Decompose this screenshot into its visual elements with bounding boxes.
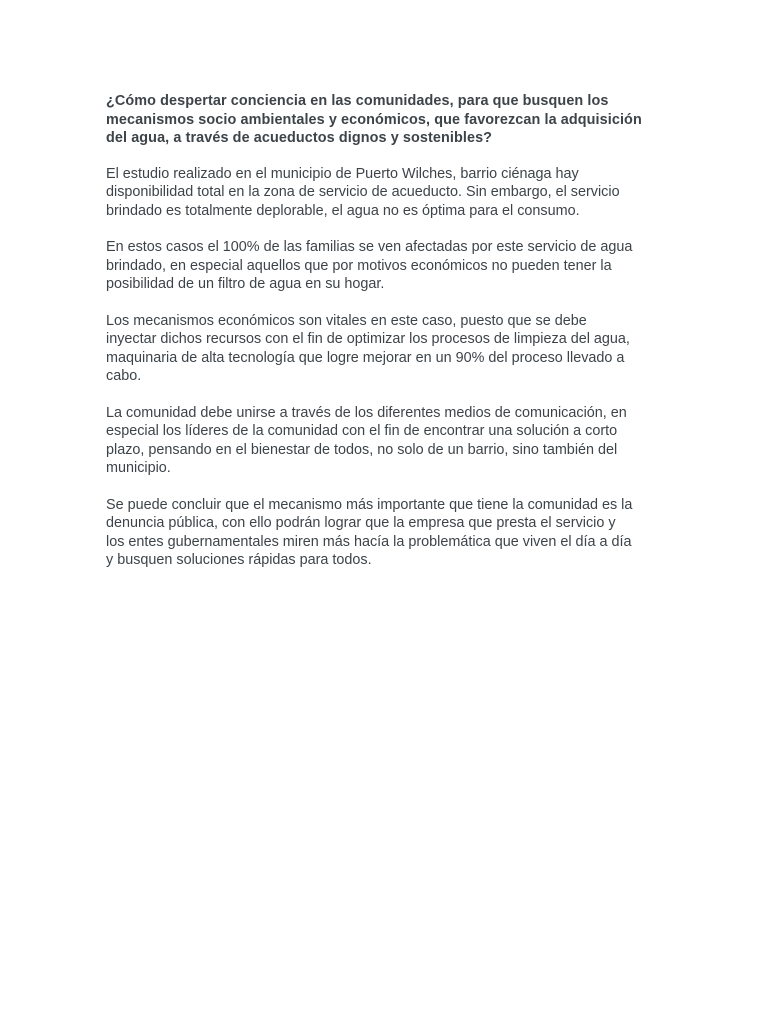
paragraph-line: maquinaria de alta tecnología que logre mejorar en un 90% del proceso llevado a <box>106 349 625 366</box>
paragraph-line: El estudio realizado en el municipio de Puerto Wilches, barrio ciénaga hay <box>106 165 579 182</box>
paragraph-5 <box>106 496 666 570</box>
title-line: ¿Cómo despertar conciencia en las comunidades, para que busquen los <box>106 93 609 109</box>
paragraph-line: En estos casos el 100% de las familias se ven afectadas por este servicio de agua <box>106 239 633 255</box>
document-page <box>106 92 666 588</box>
paragraph-line: brindado es totalmente deplorable, el agua no es óptima para el consumo. <box>106 202 580 219</box>
title-line: mecanismos socio ambientales y económicos, que favorezcan la adquisición <box>106 111 642 128</box>
document-title <box>106 92 666 148</box>
paragraph-line: posibilidad de un filtro de agua en su hogar. <box>106 276 385 292</box>
paragraph-4 <box>106 404 666 478</box>
paragraph-line: La comunidad debe unirse a través de los diferentes medios de comunicación, en <box>106 404 627 421</box>
paragraph-line: Se puede concluir que el mecanismo más importante que tiene la comunidad es la <box>106 496 633 513</box>
paragraph-3 <box>106 312 666 386</box>
paragraph-2 <box>106 238 666 294</box>
paragraph-line: plazo, pensando en el bienestar de todos, no solo de un barrio, sino también del <box>106 441 618 458</box>
title-line: del agua, a través de acueductos dignos y sostenibles? <box>106 130 493 146</box>
paragraph-line: brindado, en especial aquellos que por motivos económicos no pueden tener la <box>106 257 612 274</box>
paragraph-line: inyectar dichos recursos con el fin de optimizar los procesos de limpieza del agua, <box>106 331 630 347</box>
paragraph-1 <box>106 165 666 221</box>
paragraph-line: los entes gubernamentales miren más hacía la problemática que viven el día a día <box>106 533 632 550</box>
paragraph-line: cabo. <box>106 368 142 384</box>
paragraph-line: denuncia pública, con ello podrán lograr que la empresa que presta el servicio y <box>106 515 616 531</box>
paragraph-line: especial los líderes de la comunidad con el fin de encontrar una solución a corto <box>106 423 618 439</box>
paragraph-line: disponibilidad total en la zona de servicio de acueducto. Sin embargo, el servicio <box>106 184 620 200</box>
paragraph-line: Los mecanismos económicos son vitales en este caso, puesto que se debe <box>106 312 587 329</box>
paragraph-line: municipio. <box>106 460 171 476</box>
paragraph-line: y busquen soluciones rápidas para todos. <box>106 552 372 568</box>
